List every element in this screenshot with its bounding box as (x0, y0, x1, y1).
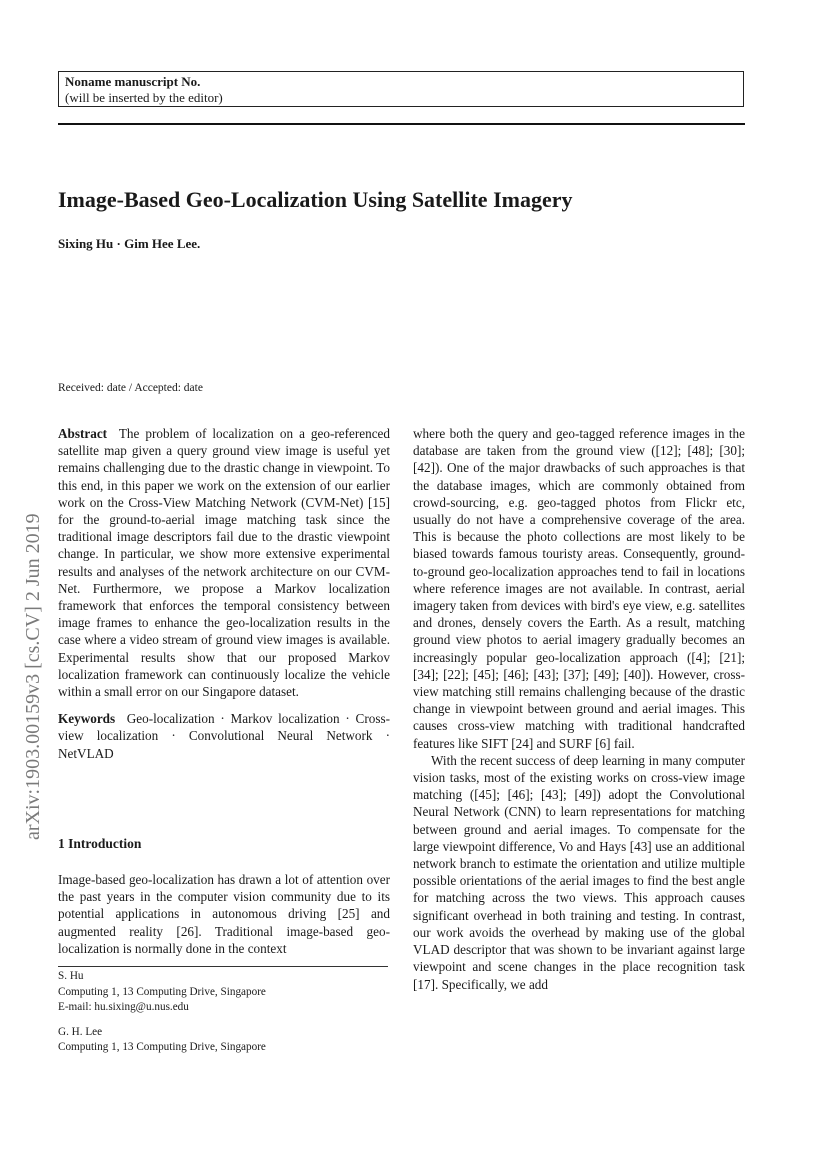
manuscript-label: Noname manuscript No. (65, 74, 201, 89)
intro-paragraph (58, 871, 390, 957)
author1-address: Computing 1, 13 Computing Drive, Singapore (58, 985, 266, 998)
abstract-text: The problem of localization on a geo-referenced satellite map given a query ground view image is useful yet remains challenging due to the drastic change in viewpoint. To this end, in this paper we work on the extension of our earlier work on the Cross-View Matching Network (CVM-Net) [15] for the ground-to-aerial image matching task since the traditional image descriptors fail due to the drastic viewpoint change. In particular, we show more extensive experimental results and analyses of the network architecture on our CVM-Net. Furthermore, we propose a Markov localization framework that enforces the temporal consistency between image frames to enhance the geo-localization results in the case where a video stream of ground view images is available. Experimental results show that our proposed Markov localization framework can continuously localize the vehicle within a small error on our Singapore dataset. (58, 426, 390, 700)
received-line: Received: date / Accepted: date (58, 382, 203, 394)
right-column (413, 425, 745, 993)
author2-name: G. H. Lee (58, 1025, 103, 1038)
author1-name: S. Hu (58, 970, 84, 982)
editor-note: (will be inserted by the editor) (65, 90, 223, 105)
intro-text: Image-based geo-localization has drawn a lot of attention over the past years in the computer vision community due to its potential applications in autonomous driving [25] and augmented reality [26]. Traditional image-based geo-localization is normally done in the context (58, 872, 390, 956)
section-heading: 1 Introduction (58, 836, 142, 851)
keywords-label: Keywords (58, 711, 116, 727)
right-paragraph-2: With the recent success of deep learning in many computer vision tasks, most of the existing works on cross-view image matching ([45]; [46]; [43]; [49]) adopt the Convolutional Neural Network (CNN) to learn representations for matching between ground and aerial images. To compensate for the large viewpoint difference, Vo and Hays [43] use an additional network branch to estimate the orientation and utilize multiple possible orientations of the aerial images to find the best angle for matching across the two views. This approach causes significant overhead in both training and testing. In contrast, our work avoids the overhead by making use of the global VLAD descriptor that was shown to be invariant against large viewpoint and scene changes in the place recognition task [17]. Specifically, we add (413, 752, 745, 992)
right-paragraph-1: where both the query and geo-tagged reference images in the database are taken from the ground view ([12]; [48]; [30]; [42]). One of the major drawbacks of such approaches is that the database images, which are commonly obtained from crowd-sourcing, e.g. geo-tagged photos from Flickr etc, usually do not have a comprehensive coverage of the area. This is because the photo collections are most likely to be biased towards famous touristy areas. Consequently, ground-to-ground geo-localization approaches tend to fail in locations where reference images are not available. In contrast, aerial imagery taken from devices with bird's eye view, e.g. satellites and drones, densely covers the Earth. As a result, matching ground view photos to aerial imagery gradually becomes an increasingly popular geo-localization approach ([4]; [21]; [34]; [22]; [45]; [46]; [43]; [37]; [49]; [40]). However, cross-view matching still remains challenging because of the drastic change in viewpoint between ground and aerial images. This causes cross-view matching with traditional handcrafted features like SIFT [24] and SURF [6] fail. (413, 426, 745, 751)
header-rule (58, 123, 745, 125)
author1-email: E-mail: hu.sixing@u.nus.edu (58, 1001, 189, 1013)
abstract-label: Abstract (58, 426, 108, 441)
left-column (58, 425, 390, 762)
footnote-rule (58, 966, 388, 967)
paper-title: Image-Based Geo-Localization Using Satellite Imagery (58, 187, 573, 212)
editor-box (58, 71, 744, 107)
author-line: Sixing Hu · Gim Hee Lee. (58, 236, 201, 251)
arxiv-stamp: arXiv:1903.00159v3 [cs.CV] 2 Jun 2019 (22, 513, 44, 840)
abstract-paragraph (58, 425, 390, 700)
author-footnote (58, 969, 390, 1056)
author2-address: Computing 1, 13 Computing Drive, Singapore (58, 1041, 266, 1053)
keywords-text: Geo-localization · Markov localization · Cross-view localization · Convolutional Neural Network · NetVLAD (58, 711, 390, 761)
keywords-paragraph (58, 710, 390, 762)
